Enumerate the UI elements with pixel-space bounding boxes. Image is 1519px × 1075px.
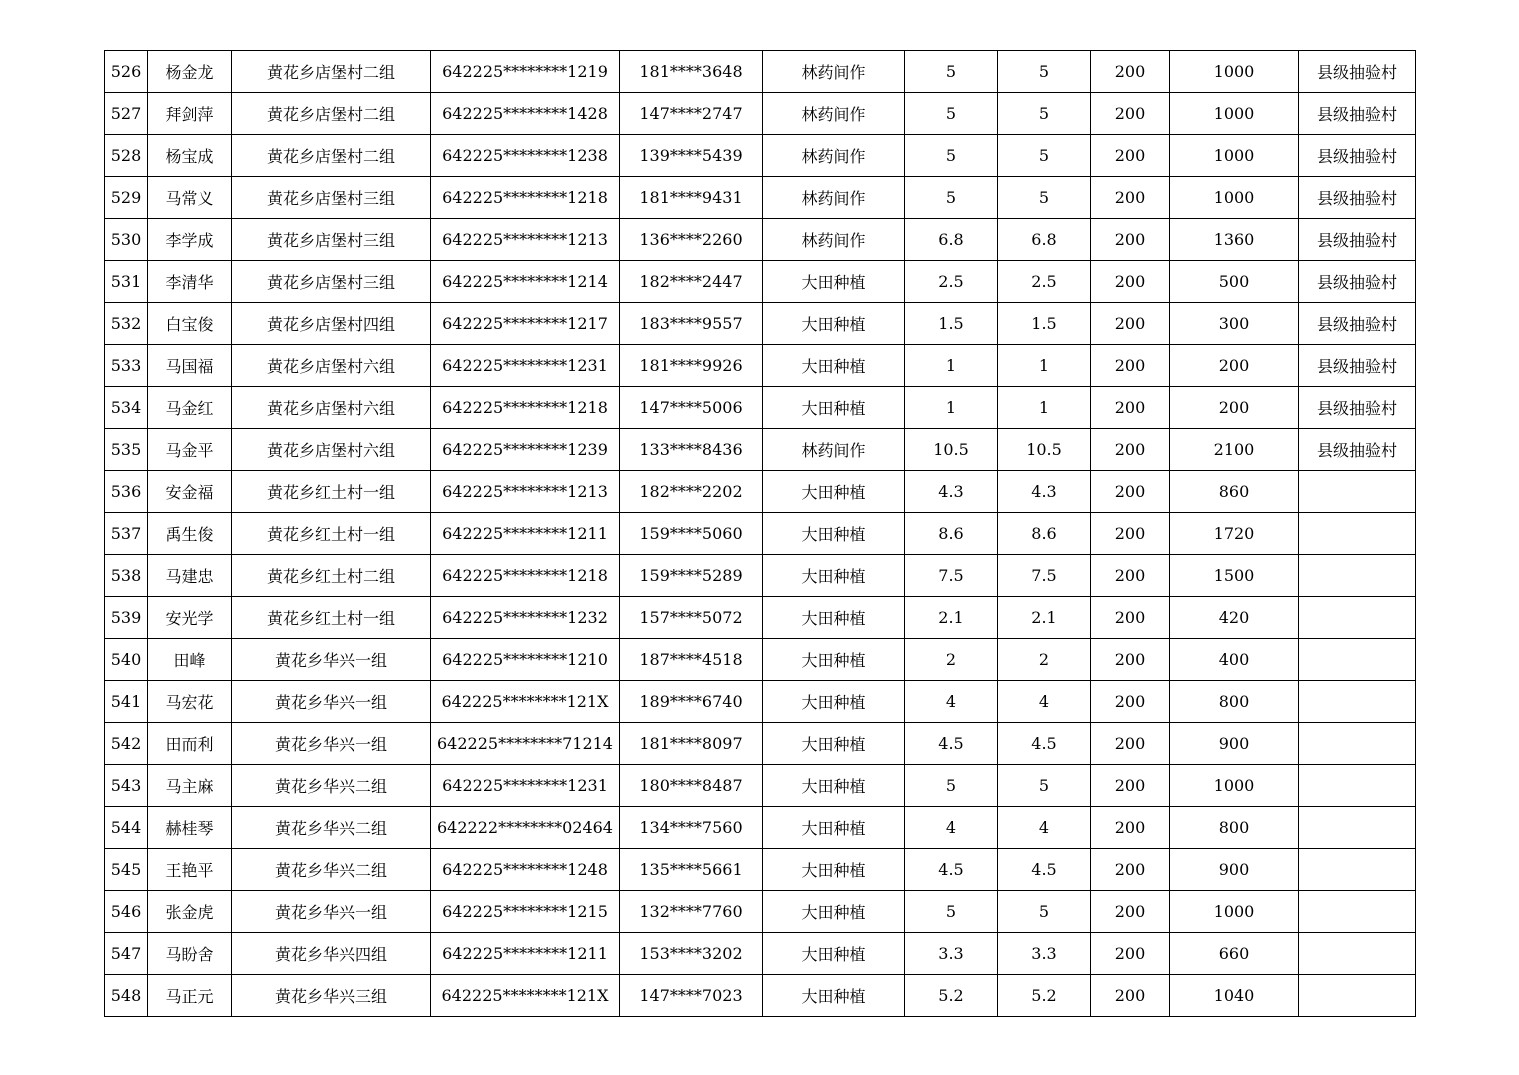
phone-cell: 182****2202 — [620, 471, 763, 513]
subsidy-roster-table — [104, 50, 1416, 1017]
area-cell: 2.1 — [905, 597, 998, 639]
area-cell: 4 — [905, 807, 998, 849]
table-row — [105, 639, 1416, 681]
amount-cell: 1500 — [1170, 555, 1299, 597]
id-number-cell: 642225********1218 — [431, 177, 620, 219]
planting-type-cell: 大田种植 — [763, 597, 905, 639]
table-row — [105, 723, 1416, 765]
remark-cell: 县级抽验村 — [1299, 429, 1416, 471]
remark-cell: 县级抽验村 — [1299, 177, 1416, 219]
phone-cell: 147****2747 — [620, 93, 763, 135]
name-cell: 田而利 — [148, 723, 232, 765]
phone-cell: 180****8487 — [620, 765, 763, 807]
planting-type-cell: 林药间作 — [763, 135, 905, 177]
remark-cell — [1299, 933, 1416, 975]
rate-cell: 200 — [1091, 975, 1170, 1017]
rate-cell: 200 — [1091, 429, 1170, 471]
remark-cell — [1299, 723, 1416, 765]
planting-type-cell: 大田种植 — [763, 933, 905, 975]
remark-cell: 县级抽验村 — [1299, 303, 1416, 345]
planting-type-cell: 大田种植 — [763, 891, 905, 933]
area-cell: 4.5 — [905, 849, 998, 891]
id-number-cell: 642225********1231 — [431, 765, 620, 807]
verified-area-cell: 8.6 — [998, 513, 1091, 555]
name-cell: 马主麻 — [148, 765, 232, 807]
planting-type-cell: 大田种植 — [763, 639, 905, 681]
id-number-cell: 642225********1239 — [431, 429, 620, 471]
id-number-cell: 642225********1215 — [431, 891, 620, 933]
planting-type-cell: 大田种植 — [763, 765, 905, 807]
row-number-cell: 528 — [105, 135, 148, 177]
amount-cell: 500 — [1170, 261, 1299, 303]
area-cell: 8.6 — [905, 513, 998, 555]
phone-cell: 147****7023 — [620, 975, 763, 1017]
planting-type-cell: 大田种植 — [763, 261, 905, 303]
planting-type-cell: 林药间作 — [763, 93, 905, 135]
verified-area-cell: 1 — [998, 387, 1091, 429]
planting-type-cell: 大田种植 — [763, 807, 905, 849]
rate-cell: 200 — [1091, 135, 1170, 177]
area-cell: 5 — [905, 177, 998, 219]
id-number-cell: 642225********1218 — [431, 555, 620, 597]
address-cell: 黄花乡店堡村三组 — [232, 261, 431, 303]
address-cell: 黄花乡红土村一组 — [232, 597, 431, 639]
row-number-cell: 546 — [105, 891, 148, 933]
id-number-cell: 642225********1210 — [431, 639, 620, 681]
id-number-cell: 642225********1213 — [431, 471, 620, 513]
name-cell: 禹生俊 — [148, 513, 232, 555]
phone-cell: 135****5661 — [620, 849, 763, 891]
remark-cell — [1299, 975, 1416, 1017]
phone-cell: 189****6740 — [620, 681, 763, 723]
table-row — [105, 933, 1416, 975]
amount-cell: 900 — [1170, 723, 1299, 765]
planting-type-cell: 大田种植 — [763, 345, 905, 387]
phone-cell: 183****9557 — [620, 303, 763, 345]
remark-cell: 县级抽验村 — [1299, 135, 1416, 177]
row-number-cell: 536 — [105, 471, 148, 513]
phone-cell: 157****5072 — [620, 597, 763, 639]
area-cell: 5 — [905, 891, 998, 933]
amount-cell: 200 — [1170, 345, 1299, 387]
area-cell: 10.5 — [905, 429, 998, 471]
amount-cell: 2100 — [1170, 429, 1299, 471]
amount-cell: 1000 — [1170, 93, 1299, 135]
row-number-cell: 545 — [105, 849, 148, 891]
table-row — [105, 261, 1416, 303]
planting-type-cell: 大田种植 — [763, 555, 905, 597]
amount-cell: 1720 — [1170, 513, 1299, 555]
planting-type-cell: 大田种植 — [763, 513, 905, 555]
name-cell: 杨金龙 — [148, 51, 232, 93]
remark-cell — [1299, 807, 1416, 849]
rate-cell: 200 — [1091, 513, 1170, 555]
table-row — [105, 891, 1416, 933]
address-cell: 黄花乡店堡村二组 — [232, 51, 431, 93]
phone-cell: 139****5439 — [620, 135, 763, 177]
phone-cell: 181****3648 — [620, 51, 763, 93]
area-cell: 4.3 — [905, 471, 998, 513]
remark-cell: 县级抽验村 — [1299, 345, 1416, 387]
planting-type-cell: 大田种植 — [763, 387, 905, 429]
table-row — [105, 387, 1416, 429]
address-cell: 黄花乡店堡村三组 — [232, 219, 431, 261]
table-row — [105, 471, 1416, 513]
rate-cell: 200 — [1091, 261, 1170, 303]
rate-cell: 200 — [1091, 219, 1170, 261]
row-number-cell: 544 — [105, 807, 148, 849]
rate-cell: 200 — [1091, 597, 1170, 639]
verified-area-cell: 5 — [998, 765, 1091, 807]
remark-cell — [1299, 765, 1416, 807]
rate-cell: 200 — [1091, 639, 1170, 681]
name-cell: 安金福 — [148, 471, 232, 513]
id-number-cell: 642222********02464 — [431, 807, 620, 849]
table-body — [105, 51, 1416, 1017]
amount-cell: 1000 — [1170, 177, 1299, 219]
table-row — [105, 681, 1416, 723]
row-number-cell: 547 — [105, 933, 148, 975]
planting-type-cell: 大田种植 — [763, 975, 905, 1017]
address-cell: 黄花乡华兴一组 — [232, 723, 431, 765]
rate-cell: 200 — [1091, 471, 1170, 513]
address-cell: 黄花乡华兴二组 — [232, 765, 431, 807]
phone-cell: 159****5289 — [620, 555, 763, 597]
remark-cell: 县级抽验村 — [1299, 51, 1416, 93]
name-cell: 拜剑萍 — [148, 93, 232, 135]
table-row — [105, 849, 1416, 891]
name-cell: 李清华 — [148, 261, 232, 303]
row-number-cell: 542 — [105, 723, 148, 765]
verified-area-cell: 3.3 — [998, 933, 1091, 975]
row-number-cell: 548 — [105, 975, 148, 1017]
id-number-cell: 642225********1248 — [431, 849, 620, 891]
area-cell: 5.2 — [905, 975, 998, 1017]
address-cell: 黄花乡店堡村二组 — [232, 93, 431, 135]
planting-type-cell: 林药间作 — [763, 51, 905, 93]
area-cell: 5 — [905, 765, 998, 807]
area-cell: 7.5 — [905, 555, 998, 597]
id-number-cell: 642225********1214 — [431, 261, 620, 303]
amount-cell: 800 — [1170, 681, 1299, 723]
remark-cell — [1299, 891, 1416, 933]
phone-cell: 134****7560 — [620, 807, 763, 849]
area-cell: 5 — [905, 51, 998, 93]
row-number-cell: 530 — [105, 219, 148, 261]
amount-cell: 200 — [1170, 387, 1299, 429]
phone-cell: 159****5060 — [620, 513, 763, 555]
rate-cell: 200 — [1091, 93, 1170, 135]
verified-area-cell: 6.8 — [998, 219, 1091, 261]
remark-cell — [1299, 597, 1416, 639]
address-cell: 黄花乡华兴一组 — [232, 681, 431, 723]
table-row — [105, 135, 1416, 177]
rate-cell: 200 — [1091, 555, 1170, 597]
amount-cell: 400 — [1170, 639, 1299, 681]
phone-cell: 153****3202 — [620, 933, 763, 975]
name-cell: 李学成 — [148, 219, 232, 261]
verified-area-cell: 5 — [998, 177, 1091, 219]
address-cell: 黄花乡店堡村四组 — [232, 303, 431, 345]
phone-cell: 182****2447 — [620, 261, 763, 303]
phone-cell: 147****5006 — [620, 387, 763, 429]
address-cell: 黄花乡红土村二组 — [232, 555, 431, 597]
planting-type-cell: 大田种植 — [763, 471, 905, 513]
verified-area-cell: 1.5 — [998, 303, 1091, 345]
name-cell: 王艳平 — [148, 849, 232, 891]
rate-cell: 200 — [1091, 345, 1170, 387]
rate-cell: 200 — [1091, 765, 1170, 807]
name-cell: 马金红 — [148, 387, 232, 429]
table-row — [105, 177, 1416, 219]
amount-cell: 1000 — [1170, 891, 1299, 933]
address-cell: 黄花乡店堡村六组 — [232, 429, 431, 471]
phone-cell: 136****2260 — [620, 219, 763, 261]
row-number-cell: 531 — [105, 261, 148, 303]
remark-cell — [1299, 471, 1416, 513]
address-cell: 黄花乡华兴三组 — [232, 975, 431, 1017]
name-cell: 马宏花 — [148, 681, 232, 723]
name-cell: 马国福 — [148, 345, 232, 387]
address-cell: 黄花乡红土村一组 — [232, 513, 431, 555]
table-row — [105, 765, 1416, 807]
rate-cell: 200 — [1091, 681, 1170, 723]
id-number-cell: 642225********1211 — [431, 933, 620, 975]
amount-cell: 860 — [1170, 471, 1299, 513]
row-number-cell: 537 — [105, 513, 148, 555]
amount-cell: 420 — [1170, 597, 1299, 639]
remark-cell: 县级抽验村 — [1299, 93, 1416, 135]
amount-cell: 800 — [1170, 807, 1299, 849]
rate-cell: 200 — [1091, 849, 1170, 891]
amount-cell: 1000 — [1170, 135, 1299, 177]
id-number-cell: 642225********1213 — [431, 219, 620, 261]
address-cell: 黄花乡华兴一组 — [232, 891, 431, 933]
name-cell: 马常义 — [148, 177, 232, 219]
verified-area-cell: 5 — [998, 891, 1091, 933]
phone-cell: 133****8436 — [620, 429, 763, 471]
verified-area-cell: 5 — [998, 93, 1091, 135]
amount-cell: 1000 — [1170, 51, 1299, 93]
area-cell: 2.5 — [905, 261, 998, 303]
planting-type-cell: 林药间作 — [763, 219, 905, 261]
area-cell: 6.8 — [905, 219, 998, 261]
area-cell: 4 — [905, 681, 998, 723]
phone-cell: 187****4518 — [620, 639, 763, 681]
planting-type-cell: 大田种植 — [763, 303, 905, 345]
table-row — [105, 807, 1416, 849]
area-cell: 1.5 — [905, 303, 998, 345]
phone-cell: 181****8097 — [620, 723, 763, 765]
name-cell: 马盼舍 — [148, 933, 232, 975]
phone-cell: 181****9431 — [620, 177, 763, 219]
row-number-cell: 533 — [105, 345, 148, 387]
verified-area-cell: 4 — [998, 681, 1091, 723]
address-cell: 黄花乡华兴一组 — [232, 639, 431, 681]
amount-cell: 900 — [1170, 849, 1299, 891]
area-cell: 5 — [905, 93, 998, 135]
remark-cell — [1299, 513, 1416, 555]
rate-cell: 200 — [1091, 933, 1170, 975]
address-cell: 黄花乡店堡村六组 — [232, 345, 431, 387]
planting-type-cell: 林药间作 — [763, 177, 905, 219]
id-number-cell: 642225********1238 — [431, 135, 620, 177]
id-number-cell: 642225********1428 — [431, 93, 620, 135]
area-cell: 3.3 — [905, 933, 998, 975]
name-cell: 赫桂琴 — [148, 807, 232, 849]
table-row — [105, 93, 1416, 135]
table-row — [105, 345, 1416, 387]
table-row — [105, 51, 1416, 93]
rate-cell: 200 — [1091, 387, 1170, 429]
row-number-cell: 535 — [105, 429, 148, 471]
rate-cell: 200 — [1091, 891, 1170, 933]
name-cell: 张金虎 — [148, 891, 232, 933]
rate-cell: 200 — [1091, 807, 1170, 849]
id-number-cell: 642225********1231 — [431, 345, 620, 387]
verified-area-cell: 5.2 — [998, 975, 1091, 1017]
remark-cell — [1299, 555, 1416, 597]
table-row — [105, 975, 1416, 1017]
phone-cell: 132****7760 — [620, 891, 763, 933]
address-cell: 黄花乡店堡村三组 — [232, 177, 431, 219]
table-row — [105, 303, 1416, 345]
name-cell: 马正元 — [148, 975, 232, 1017]
verified-area-cell: 5 — [998, 135, 1091, 177]
rate-cell: 200 — [1091, 303, 1170, 345]
row-number-cell: 529 — [105, 177, 148, 219]
address-cell: 黄花乡华兴二组 — [232, 807, 431, 849]
verified-area-cell: 10.5 — [998, 429, 1091, 471]
amount-cell: 1000 — [1170, 765, 1299, 807]
id-number-cell: 642225********1219 — [431, 51, 620, 93]
address-cell: 黄花乡华兴二组 — [232, 849, 431, 891]
verified-area-cell: 2.5 — [998, 261, 1091, 303]
rate-cell: 200 — [1091, 723, 1170, 765]
address-cell: 黄花乡店堡村二组 — [232, 135, 431, 177]
address-cell: 黄花乡红土村一组 — [232, 471, 431, 513]
remark-cell: 县级抽验村 — [1299, 219, 1416, 261]
verified-area-cell: 1 — [998, 345, 1091, 387]
row-number-cell: 539 — [105, 597, 148, 639]
row-number-cell: 526 — [105, 51, 148, 93]
verified-area-cell: 4.3 — [998, 471, 1091, 513]
area-cell: 1 — [905, 345, 998, 387]
planting-type-cell: 大田种植 — [763, 723, 905, 765]
id-number-cell: 642225********121X — [431, 681, 620, 723]
rate-cell: 200 — [1091, 177, 1170, 219]
table-row — [105, 597, 1416, 639]
id-number-cell: 642225********121X — [431, 975, 620, 1017]
verified-area-cell: 4.5 — [998, 849, 1091, 891]
planting-type-cell: 林药间作 — [763, 429, 905, 471]
table-row — [105, 555, 1416, 597]
rate-cell: 200 — [1091, 51, 1170, 93]
verified-area-cell: 4.5 — [998, 723, 1091, 765]
id-number-cell: 642225********1217 — [431, 303, 620, 345]
table-row — [105, 429, 1416, 471]
phone-cell: 181****9926 — [620, 345, 763, 387]
id-number-cell: 642225********1211 — [431, 513, 620, 555]
id-number-cell: 642225********1232 — [431, 597, 620, 639]
row-number-cell: 538 — [105, 555, 148, 597]
name-cell: 田峰 — [148, 639, 232, 681]
name-cell: 安光学 — [148, 597, 232, 639]
table-row — [105, 219, 1416, 261]
amount-cell: 660 — [1170, 933, 1299, 975]
id-number-cell: 642225********1218 — [431, 387, 620, 429]
row-number-cell: 527 — [105, 93, 148, 135]
verified-area-cell: 2 — [998, 639, 1091, 681]
remark-cell — [1299, 639, 1416, 681]
verified-area-cell: 5 — [998, 51, 1091, 93]
remark-cell — [1299, 681, 1416, 723]
amount-cell: 1360 — [1170, 219, 1299, 261]
row-number-cell: 540 — [105, 639, 148, 681]
table-row — [105, 513, 1416, 555]
area-cell: 2 — [905, 639, 998, 681]
amount-cell: 1040 — [1170, 975, 1299, 1017]
row-number-cell: 532 — [105, 303, 148, 345]
name-cell: 马金平 — [148, 429, 232, 471]
name-cell: 马建忠 — [148, 555, 232, 597]
row-number-cell: 541 — [105, 681, 148, 723]
remark-cell: 县级抽验村 — [1299, 261, 1416, 303]
name-cell: 杨宝成 — [148, 135, 232, 177]
area-cell: 5 — [905, 135, 998, 177]
area-cell: 4.5 — [905, 723, 998, 765]
area-cell: 1 — [905, 387, 998, 429]
id-number-cell: 642225********71214 — [431, 723, 620, 765]
address-cell: 黄花乡华兴四组 — [232, 933, 431, 975]
verified-area-cell: 4 — [998, 807, 1091, 849]
row-number-cell: 534 — [105, 387, 148, 429]
name-cell: 白宝俊 — [148, 303, 232, 345]
address-cell: 黄花乡店堡村六组 — [232, 387, 431, 429]
verified-area-cell: 2.1 — [998, 597, 1091, 639]
planting-type-cell: 大田种植 — [763, 849, 905, 891]
remark-cell — [1299, 849, 1416, 891]
remark-cell: 县级抽验村 — [1299, 387, 1416, 429]
amount-cell: 300 — [1170, 303, 1299, 345]
row-number-cell: 543 — [105, 765, 148, 807]
verified-area-cell: 7.5 — [998, 555, 1091, 597]
planting-type-cell: 大田种植 — [763, 681, 905, 723]
